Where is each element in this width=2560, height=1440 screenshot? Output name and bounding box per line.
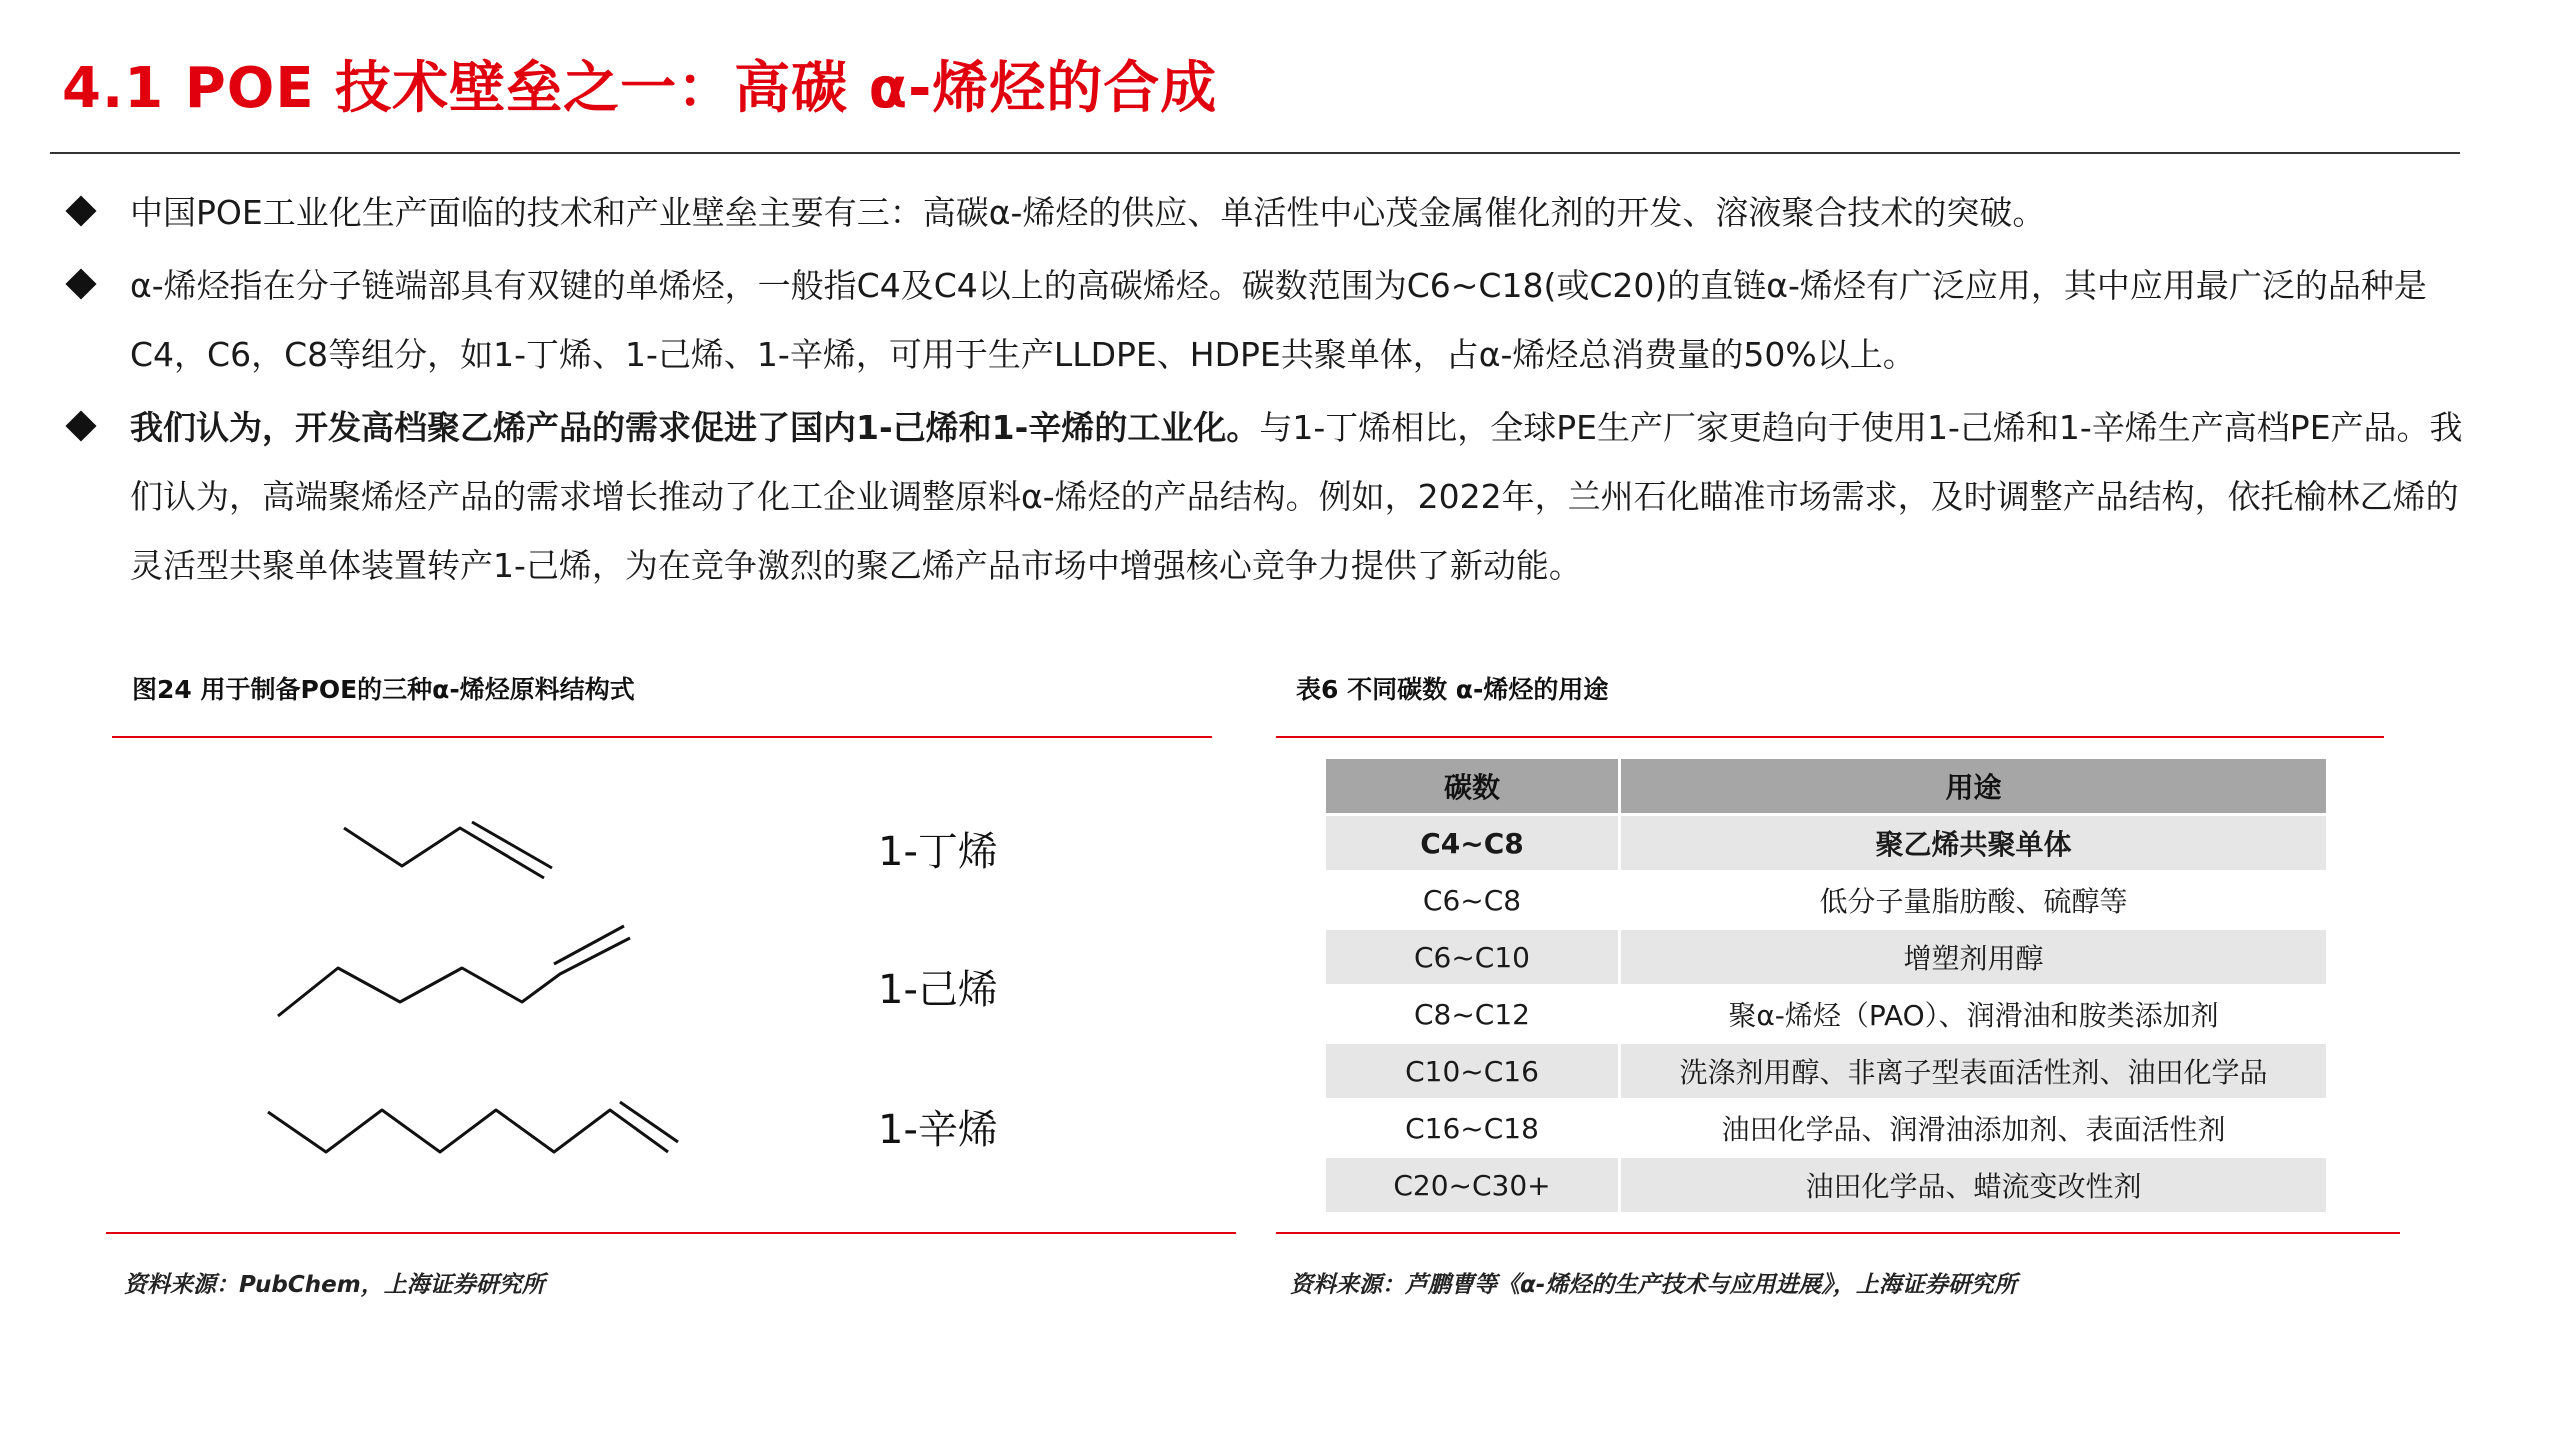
cell-carbon-number: C20~C30+ bbox=[1326, 1158, 1621, 1212]
table-row bbox=[1326, 930, 2326, 984]
molecule-label: 1-己烯 bbox=[878, 967, 998, 1013]
bullet-item bbox=[62, 393, 2482, 600]
cell-usage: 洗涤剂用醇、非离子型表面活性剂、油田化学品 bbox=[1621, 1044, 2326, 1098]
molecule-label: 1-辛烯 bbox=[878, 1107, 998, 1153]
cell-usage: 聚乙烯共聚单体 bbox=[1621, 816, 2326, 870]
molecule-label: 1-丁烯 bbox=[878, 829, 998, 875]
cell-carbon-number: C8~C12 bbox=[1326, 987, 1621, 1041]
cell-usage: 油田化学品、润滑油添加剂、表面活性剂 bbox=[1721, 1113, 2226, 1146]
diamond-bullet-icon bbox=[65, 410, 96, 441]
cell-carbon-number: C6~C10 bbox=[1326, 930, 1621, 984]
bullet-text: 与1-丁烯相比，全球PE生产厂家更趋向于使用1-己烯和1-辛烯生产高档PE产品。我们认为，高端聚烯烃产品的需求增长推动了化工企业调整原料α-烯烃的产品结构。例如，2022年，兰州石化瞄准市场需求，及时调整产品结构，依托榆林乙烯的灵活型共聚单体装置转产1-己烯，为在竞争激烈的聚乙烯产品市场中增强核心竞争力提供了新动能。 bbox=[130, 408, 2463, 585]
bullet-item bbox=[62, 251, 2482, 389]
bullet-text: 中国POE工业化生产面临的技术和产业壁垒主要有三：高碳α-烯烃的供应、单活性中心茂金属催化剂的开发、溶液聚合技术的突破。 bbox=[130, 193, 2046, 232]
header-carbon-number: 碳数 bbox=[1326, 759, 1621, 813]
table-row bbox=[1326, 873, 2326, 927]
usage-table bbox=[1326, 756, 2326, 1215]
table-row bbox=[1326, 1158, 2326, 1212]
figure-top-rule bbox=[112, 736, 1212, 738]
cell-carbon-number: C6~C8 bbox=[1326, 873, 1621, 927]
bullet-bold-text: 我们认为，开发高档聚乙烯产品的需求促进了国内1-己烯和1-辛烯的工业化。 bbox=[130, 408, 1260, 447]
cell-carbon-number: C10~C16 bbox=[1326, 1044, 1621, 1098]
header-usage: 用途 bbox=[1621, 759, 2326, 813]
butene-double-bond bbox=[472, 822, 552, 868]
table-row bbox=[1326, 987, 2326, 1041]
butene-structure bbox=[344, 828, 544, 878]
title-divider bbox=[50, 152, 2460, 154]
table-row bbox=[1326, 816, 2326, 870]
bullet-item bbox=[62, 178, 2482, 247]
cell-usage: 低分子量脂肪酸、硫醇等 bbox=[1819, 885, 2128, 918]
bullet-text: α-烯烃指在分子链端部具有双键的单烯烃，一般指C4及C4以上的高碳烯烃。碳数范围为C6~C18(或C20)的直链α-烯烃有广泛应用，其中应用最广泛的品种是C4，C6，C8等组分，如1-丁烯、1-己烯、1-辛烯，可用于生产LLDPE、HDPE共聚单体，占α-烯烃总消费量的50%以上。 bbox=[130, 266, 2427, 374]
cell-carbon-number: C16~C18 bbox=[1326, 1101, 1621, 1155]
cell-usage: 增塑剂用醇 bbox=[1621, 930, 2326, 984]
table-source: 资料来源：芦鹏曹等《α-烯烃的生产技术与应用进展》，上海证券研究所 bbox=[1290, 1272, 2017, 1298]
figure-source: 资料来源：PubChem，上海证券研究所 bbox=[124, 1272, 545, 1298]
octene-structure bbox=[268, 1110, 668, 1152]
bullet-list bbox=[62, 178, 2482, 604]
cell-usage: 油田化学品、蜡流变改性剂 bbox=[1621, 1158, 2326, 1212]
figure-title: 图24 用于制备POE的三种α-烯烃原料结构式 bbox=[132, 675, 635, 704]
table-header-row bbox=[1326, 759, 2326, 813]
molecule-structures bbox=[112, 790, 1212, 1210]
table-title: 表6 不同碳数 α-烯烃的用途 bbox=[1296, 675, 1609, 704]
diamond-bullet-icon bbox=[65, 195, 96, 226]
figure-bottom-rule bbox=[106, 1232, 1236, 1234]
cell-carbon-number: C4~C8 bbox=[1326, 816, 1621, 870]
table-row bbox=[1326, 1101, 2326, 1155]
diamond-bullet-icon bbox=[65, 268, 96, 299]
table-top-rule bbox=[1276, 736, 2384, 738]
page-title: 4.1 POE 技术壁垒之一：高碳 α-烯烃的合成 bbox=[62, 56, 1218, 121]
table-bottom-rule bbox=[1276, 1232, 2400, 1234]
cell-usage: 聚α-烯烃（PAO）、润滑油和胺类添加剂 bbox=[1728, 999, 2219, 1032]
table-row bbox=[1326, 1044, 2326, 1098]
